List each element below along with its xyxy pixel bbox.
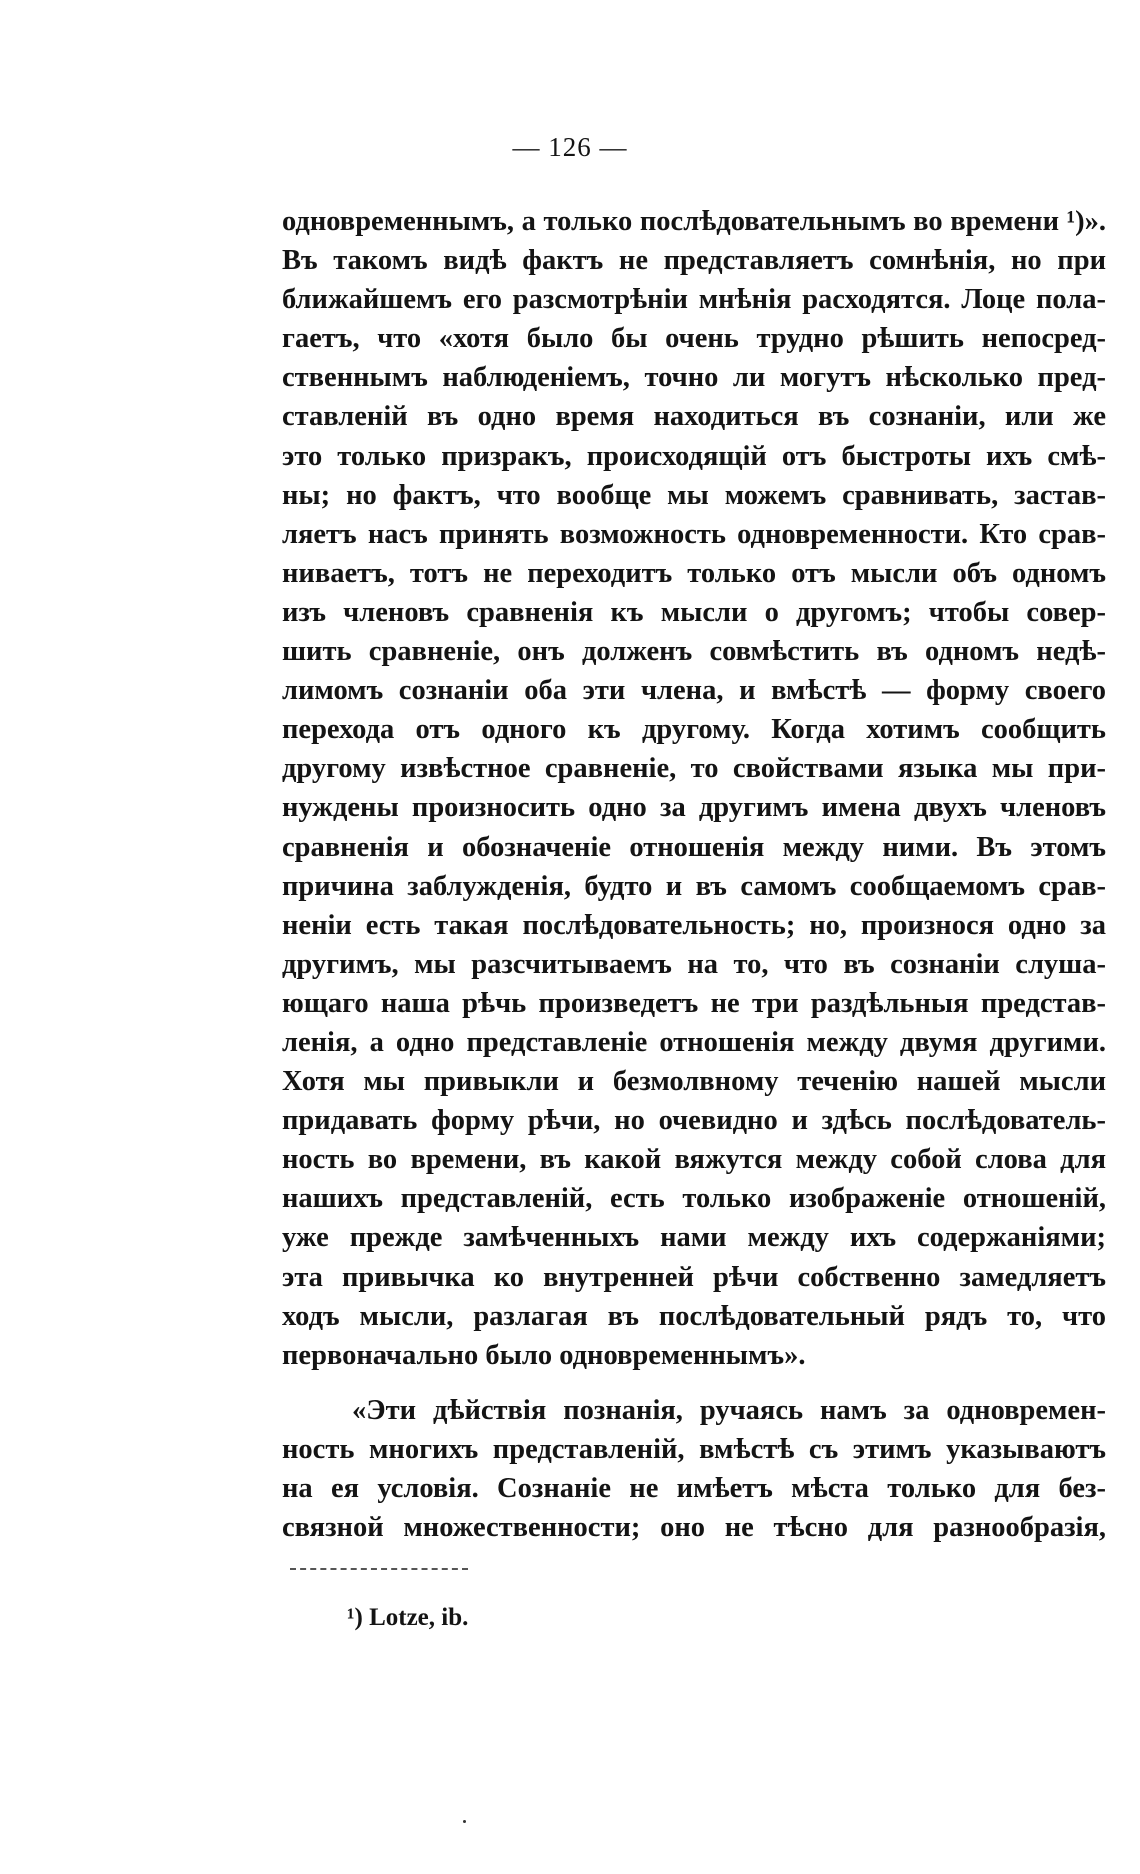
text-line: Хотя мы привыкли и безмолвному теченію нашей мысли — [282, 1066, 1106, 1098]
text-line: на ея условія. Сознаніе не имѣетъ мѣста только для без- — [282, 1473, 1106, 1505]
text-line: это только призракъ, происходящій отъ быстроты ихъ смѣ- — [282, 440, 1106, 472]
text-line: изъ членовъ сравненія къ мысли о другомъ; чтобы совер- — [282, 596, 1106, 628]
text-line: другому извѣстное сравненіе, то свойствами языка мы при- — [282, 753, 1106, 785]
second-paragraph — [282, 1391, 1106, 1547]
text-line: нашихъ представленій, есть только изображеніе отношеній, — [282, 1183, 1106, 1215]
page-number: — 126 — — [512, 132, 628, 162]
text-line: эта привычка ко внутренней рѣчи собственно замедляетъ — [282, 1261, 1106, 1293]
text-line: ность многихъ представленій, вмѣстѣ съ этимъ указываютъ — [282, 1434, 1106, 1466]
footnote — [347, 1604, 468, 1632]
text-line: одновременнымъ, а только послѣдовательнымъ во времени ¹)». — [282, 206, 1106, 237]
scan-speck — [463, 1820, 466, 1823]
text-line: нуждены произносить одно за другимъ имена двухъ членовъ — [282, 792, 1106, 824]
text-line: шить сравненіе, онъ долженъ совмѣстить въ одномъ недѣ- — [282, 636, 1106, 668]
text-line: придавать форму рѣчи, но очевидно и здѣсь послѣдователь- — [282, 1105, 1106, 1137]
text-line: другимъ, мы разсчитываемъ на то, что въ сознаніи слуша- — [282, 948, 1106, 980]
text-line: ниваетъ, тотъ не переходитъ только отъ мысли объ одномъ — [282, 557, 1106, 589]
text-line: сравненія и обозначеніе отношенія между ними. Въ этомъ — [282, 831, 1106, 863]
text-line: перехода отъ одного къ другому. Когда хотимъ сообщить — [282, 714, 1106, 746]
text-line: ность во времени, въ какой вяжутся между собой слова для — [282, 1144, 1106, 1176]
footnote-marker: ¹) — [347, 1604, 363, 1631]
text-line: гаетъ, что «хотя было бы очень трудно рѣшить непосред- — [282, 323, 1106, 355]
footnote-separator — [290, 1568, 468, 1570]
text-line: связной множественности; оно не тѣсно для разнообразія, — [282, 1512, 1106, 1544]
text-line: ственнымъ наблюденіемъ, точно ли могутъ нѣсколько пред- — [282, 362, 1106, 394]
text-line: ближайшемъ его разсмотрѣніи мнѣнія расходятся. Лоце пола- — [282, 284, 1106, 316]
text-line: причина заблужденія, будто и въ самомъ сообщаемомъ срав- — [282, 870, 1106, 902]
footnote-text: Lotze, ib. — [369, 1604, 469, 1631]
text-line: ленія, а одно представленіе отношенія между двумя другими. — [282, 1026, 1106, 1058]
main-text-paragraph — [282, 202, 1106, 1375]
text-line: неніи есть такая послѣдовательность; но, произнося одно за — [282, 909, 1106, 941]
text-line: ны; но фактъ, что вообще мы можемъ сравнивать, застав- — [282, 479, 1106, 511]
text-line: первоначально было одновременнымъ». — [282, 1339, 806, 1371]
text-line: уже прежде замѣченныхъ нами между ихъ содержаніями; — [282, 1222, 1106, 1254]
text-line: ляетъ насъ принять возможность одновременности. Кто срав- — [282, 518, 1106, 550]
text-line: лимомъ сознаніи оба эти члена, и вмѣстѣ — форму своего — [282, 675, 1106, 707]
text-line: «Эти дѣйствія познанія, ручаясь намъ за одновремен- — [352, 1395, 1106, 1426]
text-line: ставленій въ одно время находиться въ сознаніи, или же — [282, 401, 1106, 433]
text-line: Въ такомъ видѣ фактъ не представляетъ сомнѣнія, но при — [282, 245, 1106, 277]
text-line: ющаго наша рѣчь произведетъ не три раздѣльныя представ- — [282, 987, 1106, 1019]
text-line: ходъ мысли, разлагая въ послѣдовательный рядъ то, что — [282, 1300, 1106, 1332]
